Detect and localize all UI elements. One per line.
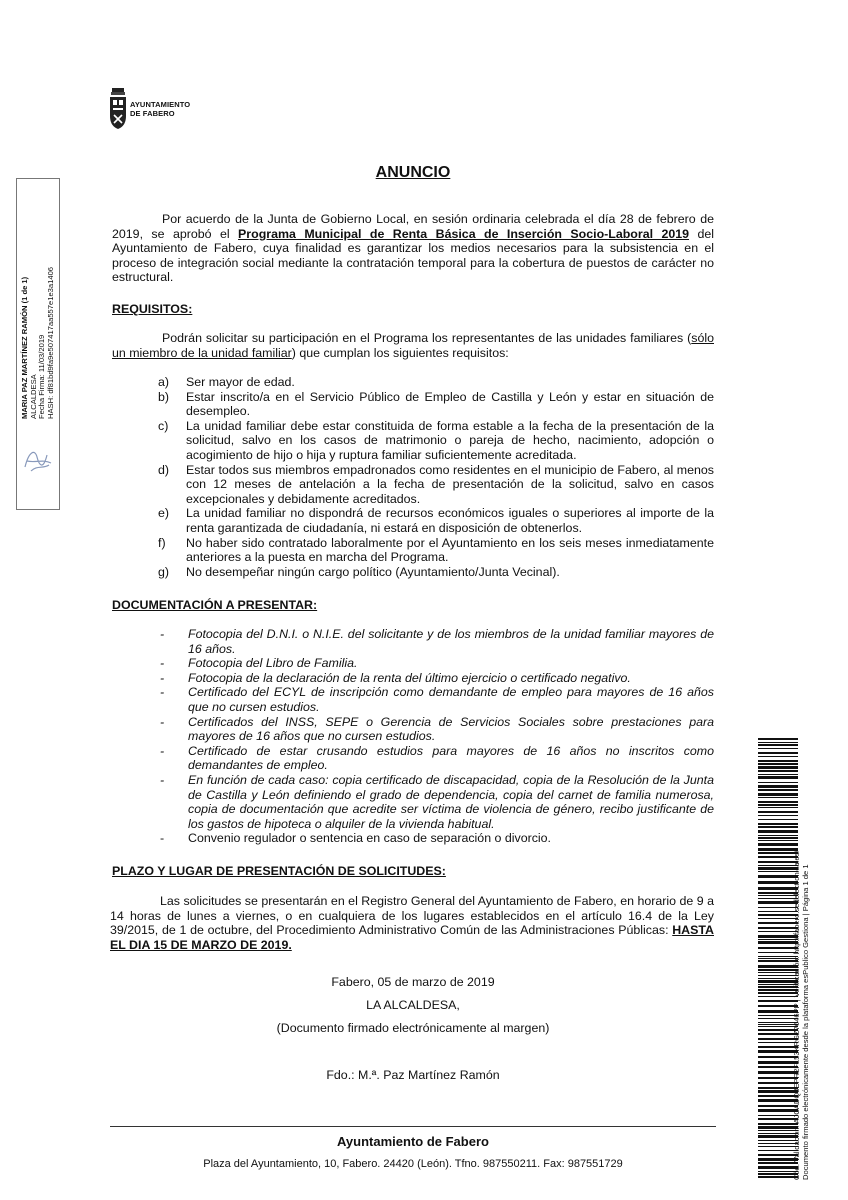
list-marker: - bbox=[160, 627, 165, 641]
handwritten-signature-icon bbox=[21, 445, 55, 475]
plazo-text: Las solicitudes se presentarán en el Registro General del Ayuntamiento de Fabero, en horario de 9 a 14 horas de lunes a viernes, o en cualquiera de los lugares establecidos en el artículo 16.4 de la Ley 39/2015, de 1 de octubre, del Procedimiento Administrativo Común de las Administraciones Públicas: bbox=[110, 894, 714, 938]
signature-hash: HASH: df81bd9fa9e507417aa557e1e3a1406 bbox=[45, 266, 55, 419]
intro-text-after: del Ayuntamiento de Fabero, cuya finalidad es garantizar los medios necesarios para la subsistencia en el proceso de integración social mediante la contratación temporal para la cobertura de puestos de carácter no estructural. bbox=[112, 226, 714, 285]
list-item bbox=[158, 536, 714, 565]
list-item bbox=[158, 506, 714, 535]
list-item-text: No desempeñar ningún cargo político (Ayuntamiento/Junta Vecinal). bbox=[186, 564, 560, 579]
list-marker: d) bbox=[158, 462, 170, 477]
list-marker: - bbox=[160, 743, 165, 758]
logo-line-1: AYUNTAMIENTO bbox=[130, 100, 191, 109]
list-item-text: Ser mayor de edad. bbox=[186, 375, 295, 389]
signature-box bbox=[16, 178, 60, 510]
list-item-text: La unidad familiar debe estar constituida de forma estable a la fecha de la presentación de la solicitud, salvo en los casos de matrimonio o pareja de hecho, nacimiento, adopción o acogimiento de hijo o hija y ruptura familiar suficientemente acreditada. bbox=[186, 418, 714, 462]
list-item-text: Fotocopia de la declaración de la renta del último ejercicio o certificado negativo. bbox=[188, 670, 631, 685]
requisitos-intro-underlined: sólo un miembro de la unidad familiar bbox=[112, 331, 714, 360]
signed-by: Fdo.: M.ª. Paz Martínez Ramón bbox=[326, 1068, 500, 1082]
list-item-text: Fotocopia del Libro de Familia. bbox=[188, 656, 358, 671]
list-marker: f) bbox=[158, 535, 166, 550]
list-item-text: Estar inscrito/a en el Servicio Público de Empleo de Castilla y León y estar en situación de desempleo. bbox=[186, 389, 714, 419]
list-item-text: Certificado del ECYL de inscripción como demandante de empleo para mayores de 16 años que no cursen estudios. bbox=[188, 685, 714, 714]
list-item-text: En función de cada caso: copia certificado de discapacidad, copia de la Resolución de la Junta de Castilla y León definiendo el grado de dependencia, copia del carnet de familia numerosa, copia de documentación que acredite ser víctima de violencia de género, recibo justificante de los gastos de hipoteca o alquiler de la vivienda habitual. bbox=[188, 772, 714, 831]
list-item bbox=[158, 565, 714, 580]
list-marker: e) bbox=[158, 506, 170, 521]
logo-line-2: DE FABERO bbox=[130, 109, 175, 118]
list-item-text: Estar todos sus miembros empadronados como residentes en el municipio de Fabero, al menos con 12 meses de antelación a la fecha de presentación de la solicitud, salvo en casos excepcionales y debidamente acreditados. bbox=[186, 462, 714, 506]
intro-text-before: Por acuerdo de la Junta de Gobierno Local, en sesión ordinaria celebrada el día 28 de febrero de 2019, se aprobó el bbox=[112, 212, 714, 241]
intro-paragraph bbox=[112, 212, 714, 285]
list-item-text: Convenio regulador o sentencia en caso de separación o divorcio. bbox=[188, 831, 552, 846]
documentacion-list bbox=[160, 627, 714, 846]
page-title: ANUNCIO bbox=[375, 164, 451, 181]
list-item bbox=[158, 375, 714, 390]
list-marker: - bbox=[160, 831, 165, 846]
plazo-heading: PLAZO Y LUGAR DE PRESENTACIÓN DE SOLICITUDES: bbox=[112, 864, 446, 878]
list-item-text: Certificado de estar crusando estudios para mayores de 16 años no inscritos como demandantes de empleo. bbox=[188, 743, 714, 773]
list-item bbox=[160, 715, 714, 744]
list-item bbox=[158, 463, 714, 507]
signature-date: Fecha Firma: 11/03/2019 bbox=[37, 334, 47, 419]
plazo-paragraph bbox=[110, 894, 714, 952]
list-marker: c) bbox=[158, 418, 169, 433]
footer-address: Plaza del Ayuntamiento, 10, Fabero. 24420 (León). Tfno. 987550211. Fax: 987551729 bbox=[203, 1158, 623, 1170]
ayuntamiento-logo bbox=[106, 88, 216, 132]
documentacion-heading: DOCUMENTACIÓN A PRESENTAR: bbox=[112, 598, 318, 612]
plazo-deadline: HASTA EL DIA 15 DE MARZO DE 2019. bbox=[110, 923, 714, 952]
list-marker: - bbox=[160, 670, 165, 685]
list-marker: - bbox=[160, 772, 165, 787]
signer-title: LA ALCALDESA, bbox=[366, 998, 460, 1012]
list-marker: - bbox=[160, 714, 165, 729]
signer-role: ALCALDESA bbox=[28, 374, 38, 419]
list-item bbox=[158, 390, 714, 419]
list-item-text: No haber sido contratado laboralmente por el Ayuntamiento en los seis meses inmediatamente anteriores a la puesta en marcha del Programa. bbox=[186, 535, 714, 565]
signer-name: MARIA PAZ MARTÍNEZ RAMÓN (1 de 1) bbox=[20, 276, 29, 419]
list-item bbox=[158, 419, 714, 463]
list-marker: - bbox=[160, 656, 165, 671]
list-marker: a) bbox=[158, 375, 170, 389]
list-item bbox=[160, 685, 714, 714]
verification-text bbox=[792, 780, 810, 1180]
list-marker: g) bbox=[158, 564, 170, 579]
list-marker: b) bbox=[158, 389, 170, 404]
coat-of-arms-icon bbox=[108, 88, 128, 130]
requisitos-heading: REQUISITOS: bbox=[112, 302, 193, 316]
list-item bbox=[160, 744, 714, 773]
list-item-text: La unidad familiar no dispondrá de recursos económicos iguales o superiores al importe de la renta garantizada de ciudadanía, ni estará en disposición de obtenerlos. bbox=[186, 506, 714, 535]
electronic-signature-note: (Documento firmado electrónicamente al margen) bbox=[276, 1021, 550, 1035]
requisitos-intro bbox=[112, 331, 714, 360]
list-item bbox=[160, 627, 714, 656]
list-item bbox=[160, 656, 714, 671]
program-name: Programa Municipal de Renta Básica de Inserción Socio-Laboral 2019 bbox=[238, 226, 690, 241]
footer-divider bbox=[110, 1126, 716, 1127]
list-item-text: Certificados del INSS, SEPE o Gerencia de Servicios Sociales sobre prestaciones para mayores de 16 años que no cursen estudios. bbox=[188, 714, 714, 744]
requisitos-intro-before: Podrán solicitar su participación en el Programa los representantes de las unidades familiares ( bbox=[162, 331, 692, 345]
verification-line-1: Cód. Validación: AJCADQ3EPR2FL53KRGZ7646PP | Verificación: http://fabero.sedelectronica.es/ bbox=[792, 850, 801, 1180]
list-item bbox=[160, 831, 714, 846]
list-marker: - bbox=[160, 685, 165, 700]
requisitos-intro-after: ) que cumplan los siguientes requisitos: bbox=[291, 345, 509, 360]
list-item bbox=[160, 671, 714, 686]
place-date: Fabero, 05 de marzo de 2019 bbox=[331, 975, 495, 989]
requisitos-list bbox=[158, 375, 714, 579]
list-item-text: Fotocopia del D.N.I. o N.I.E. del solicitante y de los miembros de la unidad familiar mayores de 16 años. bbox=[188, 627, 714, 656]
verification-line-2: Documento firmado electrónicamente desde la plataforma esPublico Gestiona | Página 1 de 1 bbox=[801, 864, 810, 1180]
list-item bbox=[160, 773, 714, 831]
footer-name: Ayuntamiento de Fabero bbox=[337, 1134, 489, 1149]
